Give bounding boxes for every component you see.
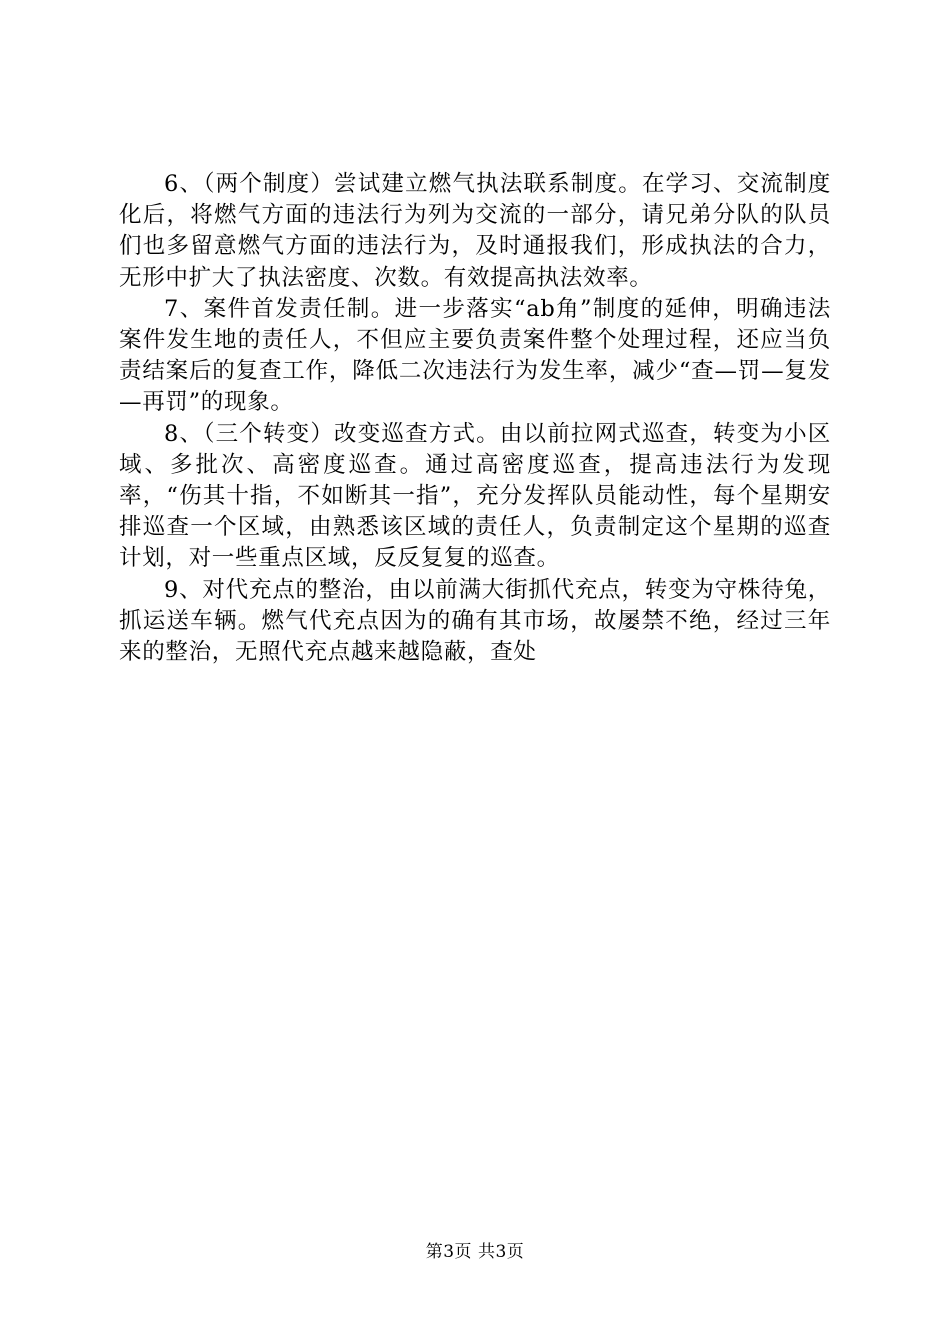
- paragraph-7: 7、案件首发责任制。进一步落实“ab角”制度的延伸，明确违法案件发生地的责任人，不但应主要负责案件整个处理过程，还应当负责结案后的复查工作，降低二次违法行为发生率，减少“查—罚—复发—再罚”的现象。: [119, 295, 831, 416]
- paragraph-6: 6、（两个制度）尝试建立燃气执法联系制度。在学习、交流制度化后，将燃气方面的违法行为列为交流的一部分，请兄弟分队的队员们也多留意燃气方面的违法行为，及时通报我们，形成执法的合力，无形中扩大了执法密度、次数。有效提高执法效率。: [119, 171, 831, 291]
- document-body: [119, 169, 831, 668]
- page-footer: [0, 1240, 950, 1264]
- page-number-label: 第3页 共3页: [425, 1242, 525, 1262]
- paragraph-9: 9、对代充点的整治，由以前满大街抓代充点，转变为守株待兔，抓运送车辆。燃气代充点因为的确有其市场，故屡禁不绝，经过三年来的整治，无照代充点越来越隐蔽，查处: [119, 576, 831, 666]
- paragraph-8: 8、（三个转变）改变巡查方式。由以前拉网式巡查，转变为小区域、多批次、高密度巡查。通过高密度巡查，提高违法行为发现率，“伤其十指，不如断其一指”，充分发挥队员能动性，每个星期安排巡查一个区域，由熟悉该区域的责任人，负责制定这个星期的巡查计划，对一些重点区域，反反复复的巡查。: [119, 420, 831, 572]
